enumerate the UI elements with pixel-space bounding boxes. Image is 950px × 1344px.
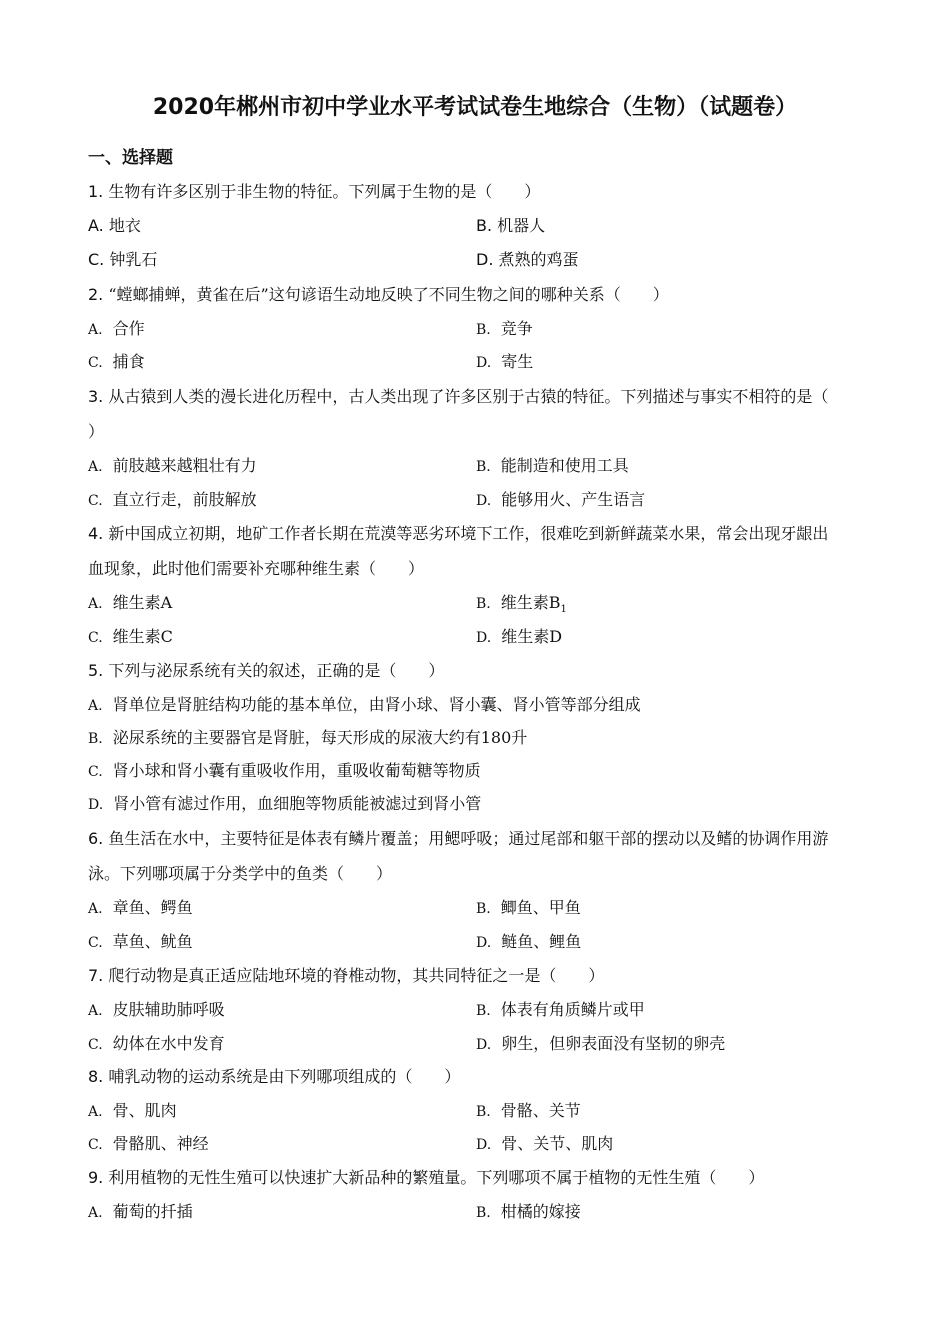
- section-heading: 一、选择题: [88, 148, 173, 168]
- question-4-option-a: A. 维生素A: [88, 593, 173, 612]
- question-8-option-b: B. 骨骼、关节: [476, 1101, 581, 1120]
- question-1-stem: 1. 生物有许多区别于非生物的特征。下列属于生物的是（ ）: [88, 182, 541, 201]
- question-5-option-d: D. 肾小管有滤过作用，血细胞等物质能被滤过到肾小管: [88, 794, 482, 813]
- question-8-stem: 8. 哺乳动物的运动系统是由下列哪项组成的（ ）: [88, 1067, 461, 1086]
- question-9-option-a: A. 葡萄的扦插: [88, 1202, 193, 1221]
- question-9-option-b: B. 柑橘的嫁接: [476, 1202, 581, 1221]
- question-4-option-d: D. 维生素D: [476, 627, 563, 646]
- question-7-stem: 7. 爬行动物是真正适应陆地环境的脊椎动物，其共同特征之一是（ ）: [88, 966, 605, 985]
- question-6-stem: 6. 鱼生活在水中，主要特征是体表有鳞片覆盖；用鳃呼吸；通过尾部和躯干部的摆动以及鳍的协调作用游: [88, 829, 829, 848]
- question-3-stem: 3. 从古猿到人类的漫长进化历程中，古人类出现了许多区别于古猿的特征。下列描述与事实不相符的是（: [88, 387, 829, 406]
- question-3-stem-continued: ）: [88, 422, 105, 441]
- question-9-stem: 9. 利用植物的无性生殖可以快速扩大新品种的繁殖量。下列哪项不属于植物的无性生殖（ ）: [88, 1168, 765, 1187]
- question-8-option-c: C. 骨骼肌、神经: [88, 1134, 209, 1153]
- question-4-option-b: B. 维生素$B_1$: [476, 593, 567, 616]
- question-7-option-b: B. 体表有角质鳞片或甲: [476, 1000, 645, 1019]
- question-7-option-d: D. 卵生，但卵表面没有坚韧的卵壳: [476, 1034, 726, 1053]
- question-2-option-c: C. 捕食: [88, 352, 145, 371]
- question-8-option-a: A. 骨、肌肉: [88, 1101, 177, 1120]
- question-3-option-c: C. 直立行走，前肢解放: [88, 490, 257, 509]
- question-number: 1.: [88, 182, 104, 201]
- question-6-option-b: B. 鲫鱼、甲鱼: [476, 898, 581, 917]
- question-2-option-d: D. 寄生: [476, 352, 534, 371]
- question-5-option-c: C. 肾小球和肾小囊有重吸收作用，重吸收葡萄糖等物质: [88, 761, 481, 780]
- question-6-option-a: A. 章鱼、鳄鱼: [88, 898, 193, 917]
- question-2-option-a: A. 合作: [88, 319, 145, 338]
- question-1-option-b: B. 机器人: [476, 216, 546, 235]
- question-1-option-c: C. 钟乳石: [88, 250, 158, 269]
- page-title: 2020年郴州市初中学业水平考试试卷生地综合（生物）（试题卷）: [152, 95, 798, 120]
- question-1-option-d: D. 煮熟的鸡蛋: [476, 250, 579, 269]
- question-6-option-d: D. 鲢鱼、鲤鱼: [476, 932, 582, 951]
- question-2-option-b: B. 竞争: [476, 319, 533, 338]
- question-5-stem: 5. 下列与泌尿系统有关的叙述，正确的是（ ）: [88, 661, 445, 680]
- question-4-stem: 4. 新中国成立初期，地矿工作者长期在荒漠等恶劣环境下工作，很难吃到新鲜蔬菜水果，常会出现牙龈出: [88, 524, 829, 543]
- question-4-option-c: C. 维生素C: [88, 627, 173, 646]
- question-7-option-c: C. 幼体在水中发育: [88, 1034, 225, 1053]
- question-1-option-a: A. 地衣: [88, 216, 141, 235]
- question-5-option-b: B. 泌尿系统的主要器官是肾脏，每天形成的尿液大约有180升: [88, 728, 528, 747]
- question-6-stem-continued: 泳。下列哪项属于分类学中的鱼类（ ）: [88, 864, 393, 883]
- question-3-option-a: A. 前肢越来越粗壮有力: [88, 456, 257, 475]
- question-8-option-d: D. 骨、关节、肌肉: [476, 1134, 614, 1153]
- question-6-option-c: C. 草鱼、鱿鱼: [88, 932, 193, 951]
- question-3-option-d: D. 能够用火、产生语言: [476, 490, 646, 509]
- question-7-option-a: A. 皮肤辅助肺呼吸: [88, 1000, 225, 1019]
- question-2-stem: 2. “螳螂捕蝉，黄雀在后”这句谚语生动地反映了不同生物之间的哪种关系（ ）: [88, 285, 669, 304]
- question-4-stem-continued: 血现象，此时他们需要补充哪种维生素（ ）: [88, 559, 425, 578]
- question-5-option-a: A. 肾单位是肾脏结构功能的基本单位，由肾小球、肾小囊、肾小管等部分组成: [88, 695, 641, 714]
- question-3-option-b: B. 能制造和使用工具: [476, 456, 629, 475]
